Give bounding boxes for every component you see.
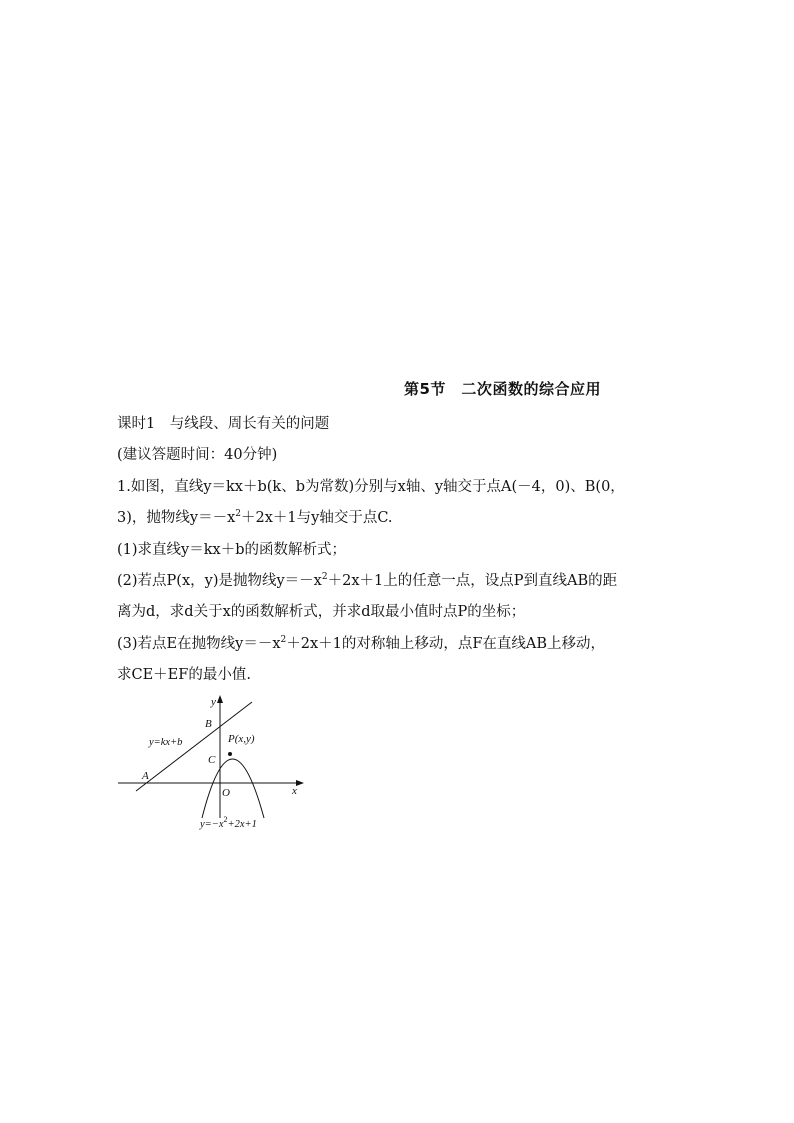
question-3-line2: 求CE＋EF的最小值. [117,667,251,683]
question-3-line1: (3)若点E在抛物线$y=-x^2+2x+1$的对称轴上移动，点F在直线AB上移动， [117,635,606,652]
x-axis-arrow [296,780,304,786]
x-axis-label: x [292,785,297,797]
question-2-line1: (2)若点P(x，y)是抛物线$y=-x^2+2x+1$上的任意一点，设点P到直线AB的距 [117,572,618,589]
y-axis-label: y [211,696,216,708]
question-2-line2: 离为d，求d关于x的函数解析式，并求d取最小值时点P的坐标； [117,604,526,620]
question-1: (1)求直线y＝kx＋b的函数解析式； [117,542,346,558]
parabola-equation-label: $y=-x^2+2x+1$ [200,815,257,830]
lesson-title: 课时1 与线段、周长有关的问题 [117,416,330,432]
point-p-label: P(x,y) [228,733,255,745]
problem-stem-line1: 1.如图，直线y＝kx＋b(k、b为常数)分别与x轴、y轴交于点A(－4，0)、B(0， [117,479,625,495]
line-equation-label: y=kx+b [149,737,183,748]
parabola [202,759,264,818]
problem-stem-line2: 3)，抛物线$y=-x^2+2x+1$与y轴交于点C. [117,509,393,526]
point-a-label: A [142,770,149,782]
point-p [228,752,232,756]
point-b-label: B [205,718,212,730]
section-title: 第5节 二次函数的综合应用 [404,380,601,398]
time-hint: (建议答题时间：40分钟) [117,447,278,463]
y-axis-arrow [217,695,223,703]
origin-label: O [222,787,230,799]
function-graph-figure [112,690,312,830]
point-c-label: C [208,754,216,766]
